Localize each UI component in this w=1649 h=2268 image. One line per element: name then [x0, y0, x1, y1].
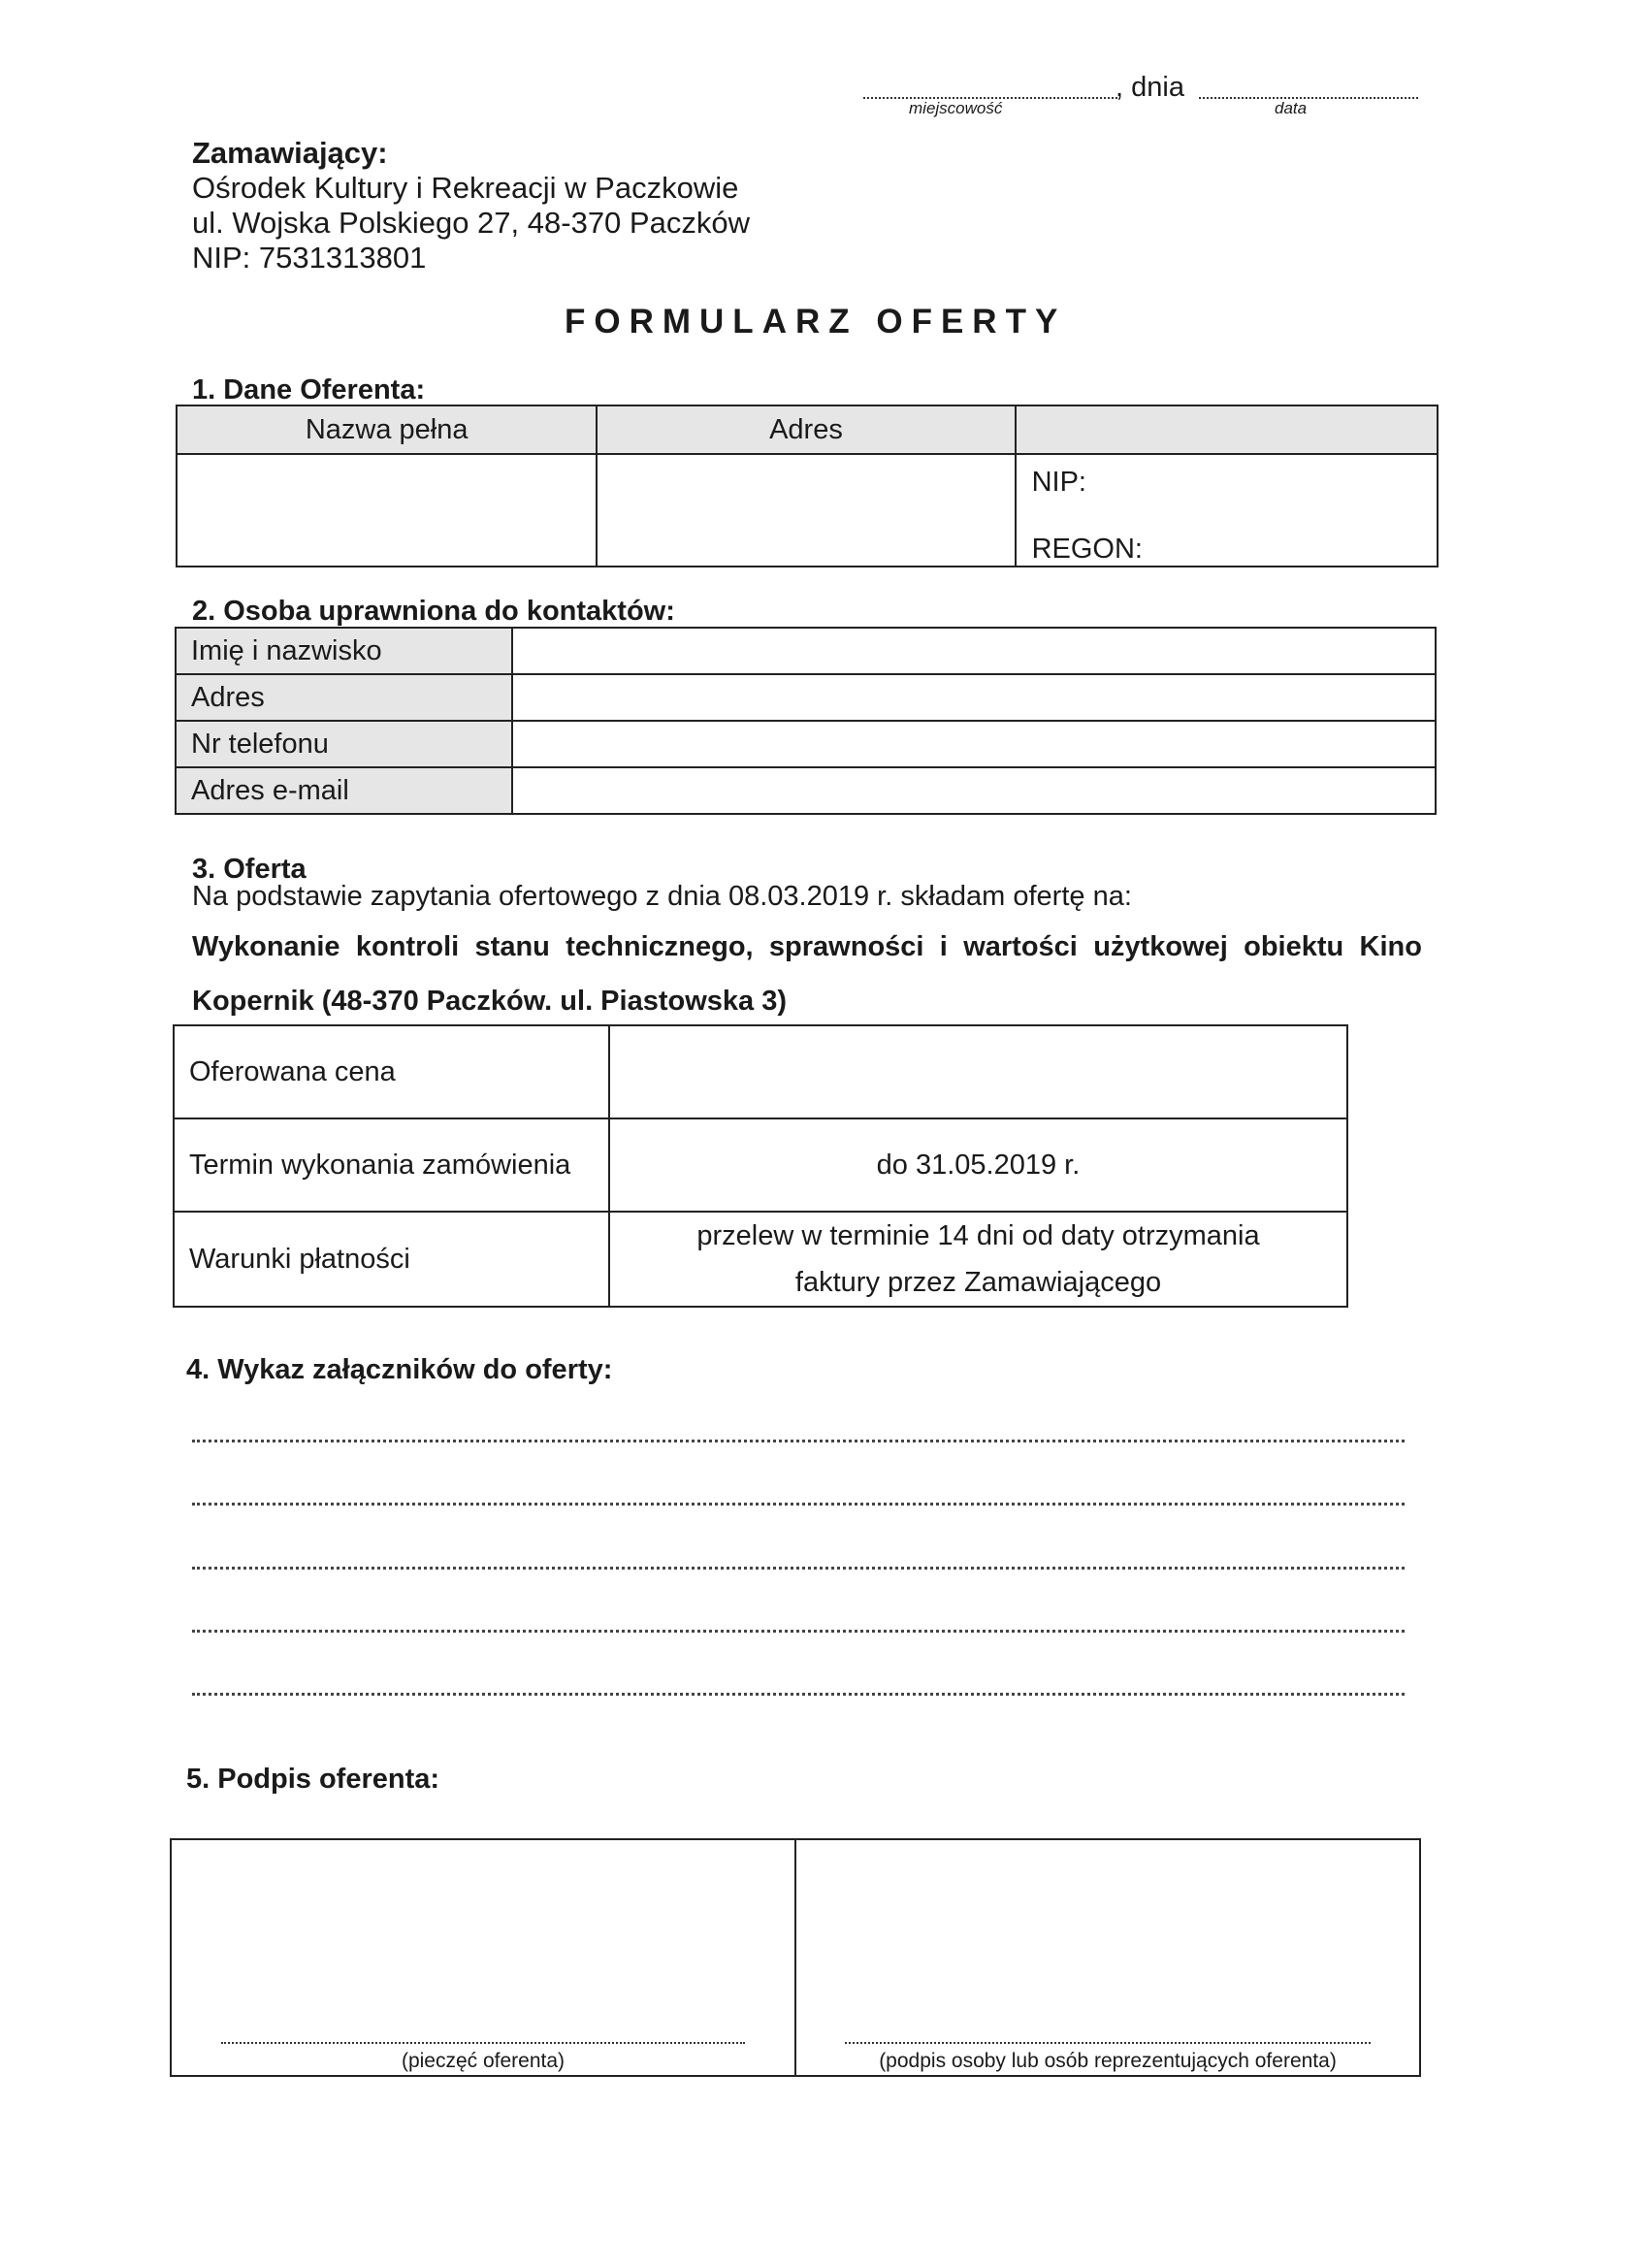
section1-title: 1. Dane Oferenta:	[192, 374, 426, 405]
contact-phone-field[interactable]	[512, 721, 1436, 767]
section4-title: 4. Wykaz załączników do oferty:	[186, 1354, 613, 1385]
contact-email-label: Adres e-mail	[176, 767, 512, 814]
stamp-caption: (pieczęć oferenta)	[401, 2050, 566, 2072]
signature-box[interactable]	[795, 1839, 1420, 2076]
place-hint: miejscowość	[909, 99, 1003, 117]
offer-subject: Wykonanie kontroli stanu technicznego, sprawności i wartości użytkowej obiektu Kino Kopernik (48-370 Paczków. ul. Piastowska 3)	[192, 931, 1422, 1017]
contact-name-field[interactable]	[512, 628, 1436, 674]
deadline-label: Termin wykonania zamówienia	[174, 1118, 609, 1212]
offer-table	[173, 1024, 1348, 1308]
section5-title: 5. Podpis oferenta:	[186, 1764, 440, 1795]
section3-title: 3. Oferta	[192, 854, 307, 885]
price-field[interactable]	[609, 1025, 1347, 1118]
contact-phone-label: Nr telefonu	[176, 721, 512, 767]
offeror-table	[176, 405, 1439, 567]
contact-email-field[interactable]	[512, 767, 1436, 814]
deadline-value: do 31.05.2019 r.	[609, 1118, 1347, 1212]
date-field[interactable]	[1199, 93, 1418, 99]
price-label: Oferowana cena	[174, 1025, 609, 1118]
full-name-cell[interactable]	[177, 454, 597, 567]
form-title: FORMULARZ OFERTY	[565, 303, 1067, 340]
payment-value	[609, 1212, 1347, 1307]
orderer-name: Ośrodek Kultury i Rekreacji w Paczkowie	[192, 171, 739, 205]
attachment-line-3[interactable]	[192, 1565, 1405, 1570]
address-cell[interactable]	[597, 454, 1015, 567]
attachment-line-5[interactable]	[192, 1691, 1405, 1696]
ids-cell[interactable]	[1016, 454, 1438, 567]
contact-address-field[interactable]	[512, 674, 1436, 721]
col-address: Adres	[597, 405, 1015, 454]
orderer-nip: NIP: 7531313801	[192, 241, 427, 275]
stamp-box[interactable]	[171, 1839, 795, 2076]
attachment-line-2[interactable]	[192, 1501, 1405, 1506]
orderer-street: ul. Wojska Polskiego 27, 48-370 Paczków	[192, 206, 750, 240]
section2-title: 2. Osoba uprawniona do kontaktów:	[192, 596, 675, 627]
contact-name-label: Imię i nazwisko	[176, 628, 512, 674]
regon-label: REGON:	[1031, 534, 1143, 565]
signature-caption: (podpis osoby lub osób reprezentujących oferenta)	[879, 2050, 1337, 2072]
orderer-heading: Zamawiający:	[192, 136, 388, 170]
offer-intro: Na podstawie zapytania ofertowego z dnia 08.03.2019 r. składam ofertę na:	[192, 881, 1132, 912]
payment-label: Warunki płatności	[174, 1212, 609, 1307]
signature-table	[170, 1838, 1421, 2077]
col-full-name: Nazwa pełna	[177, 405, 597, 454]
date-hint: data	[1275, 99, 1308, 117]
payment-value-line1: przelew w terminie 14 dni od daty otrzymania	[696, 1220, 1260, 1251]
payment-value-line2: faktury przez Zamawiającego	[794, 1267, 1162, 1298]
contact-table	[175, 627, 1437, 815]
attachment-line-1[interactable]	[192, 1438, 1405, 1442]
attachment-line-4[interactable]	[192, 1628, 1405, 1633]
dnia-label: , dnia	[1116, 72, 1184, 103]
contact-address-label: Adres	[176, 674, 512, 721]
nip-label: NIP:	[1031, 467, 1086, 498]
col-ids-header	[1016, 405, 1438, 454]
